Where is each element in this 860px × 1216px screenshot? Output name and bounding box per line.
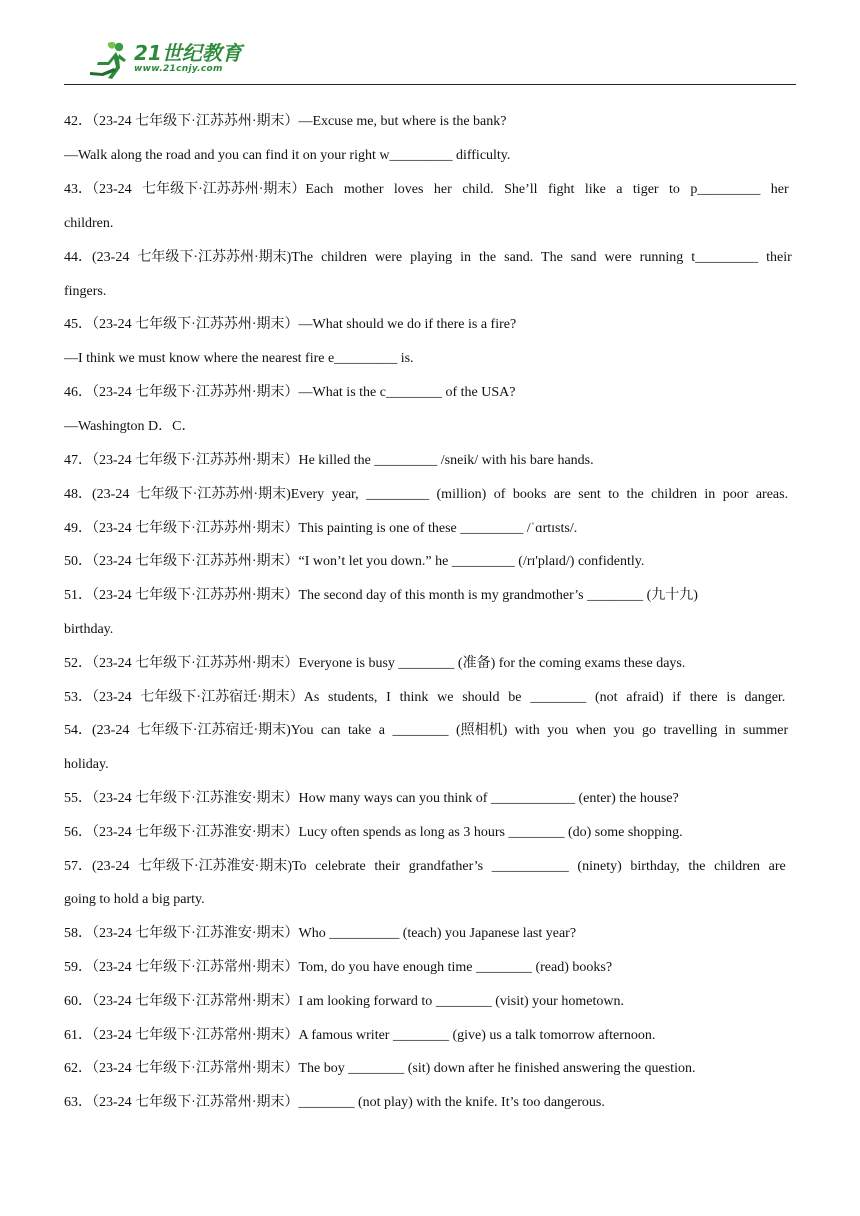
question-line-q43b: children.	[64, 216, 114, 231]
question-line-q44b: fingers.	[64, 284, 107, 299]
question-line-q54a: 54．(23-24 七年级下·江苏宿迁·期末)You can take a ________ (照相机) with you when you go travelling in summer	[64, 723, 789, 738]
question-line-q42a: 42．（23-24 七年级下·江苏苏州·期末）—Excuse me, but where is the bank?	[64, 114, 507, 129]
question-line-q58: 58．（23-24 七年级下·江苏淮安·期末）Who __________ (teach) you Japanese last year?	[64, 926, 577, 941]
question-line-q43a: 43．（23-24 七年级下·江苏苏州·期末）Each mother loves her child. She’ll fight like a tiger to p_________ her	[64, 182, 789, 197]
question-line-q52: 52．（23-24 七年级下·江苏苏州·期末）Everyone is busy ________ (准备) for the coming exams these days.	[64, 656, 686, 671]
question-line-q51a: 51．（23-24 七年级下·江苏苏州·期末）The second day of this month is my grandmother’s ________ (九十九)	[64, 588, 698, 603]
question-line-q55: 55．（23-24 七年级下·江苏淮安·期末）How many ways can you think of ____________ (enter) the house?	[64, 791, 679, 806]
question-line-q45b: —I think we must know where the nearest fire e_________ is.	[64, 351, 414, 366]
question-line-q57a: 57．(23-24 七年级下·江苏淮安·期末)To celebrate their grandfather’s ___________ (ninety) birthday, the children are	[64, 859, 786, 874]
question-line-q46b: —Washington D．C．	[64, 419, 196, 434]
logo-text-block	[134, 42, 242, 74]
question-line-q46a: 46．（23-24 七年级下·江苏苏州·期末）—What is the c________ of the USA?	[64, 385, 516, 400]
question-line-q61: 61．（23-24 七年级下·江苏常州·期末）A famous writer ________ (give) us a talk tomorrow afternoon.	[64, 1028, 656, 1043]
question-line-q42b: —Walk along the road and you can find it on your right w_________ difficulty.	[64, 148, 511, 163]
logo	[86, 40, 242, 84]
question-line-q53: 53．（23-24 七年级下·江苏宿迁·期末）As students, I think we should be ________ (not afraid) if there is danger.	[64, 690, 786, 705]
question-line-q44a: 44．(23-24 七年级下·江苏苏州·期末)The children were playing in the sand. The sand were running t_________ their	[64, 250, 792, 265]
question-line-q63: 63．（23-24 七年级下·江苏常州·期末）________ (not play) with the knife. It’s too dangerous.	[64, 1095, 605, 1110]
header-divider	[64, 84, 796, 85]
question-line-q51b: birthday.	[64, 622, 114, 637]
question-line-q48: 48．(23-24 七年级下·江苏苏州·期末)Every year, _________ (million) of books are sent to the children in poor areas.	[64, 487, 789, 502]
question-line-q62: 62．（23-24 七年级下·江苏常州·期末）The boy ________ (sit) down after he finished answering the question.	[64, 1061, 696, 1076]
question-line-q56: 56．（23-24 七年级下·江苏淮安·期末）Lucy often spends as long as 3 hours ________ (do) some shopping.	[64, 825, 683, 840]
logo-url-text: www.21cnjy.com	[134, 64, 223, 74]
question-line-q47: 47．（23-24 七年级下·江苏苏州·期末）He killed the _________ /sneik/ with his bare hands.	[64, 453, 594, 468]
question-line-q50: 50．（23-24 七年级下·江苏苏州·期末）“I won’t let you down.” he _________ (/rɪ'plaɪd/) confidently.	[64, 554, 645, 569]
question-line-q60: 60．（23-24 七年级下·江苏常州·期末）I am looking forward to ________ (visit) your hometown.	[64, 994, 624, 1009]
logo-brand-text: 21世纪教育	[134, 41, 242, 65]
question-line-q59: 59．（23-24 七年级下·江苏常州·期末）Tom, do you have enough time ________ (read) books?	[64, 960, 613, 975]
question-line-q57b: going to hold a big party.	[64, 892, 205, 907]
question-line-q54b: holiday.	[64, 757, 109, 772]
question-line-q49: 49．（23-24 七年级下·江苏苏州·期末）This painting is one of these _________ /ˈɑrtɪsts/.	[64, 521, 578, 536]
page-header	[64, 38, 796, 86]
runner-logo-icon	[86, 40, 132, 84]
question-line-q45a: 45．（23-24 七年级下·江苏苏州·期末）—What should we do if there is a fire?	[64, 317, 517, 332]
